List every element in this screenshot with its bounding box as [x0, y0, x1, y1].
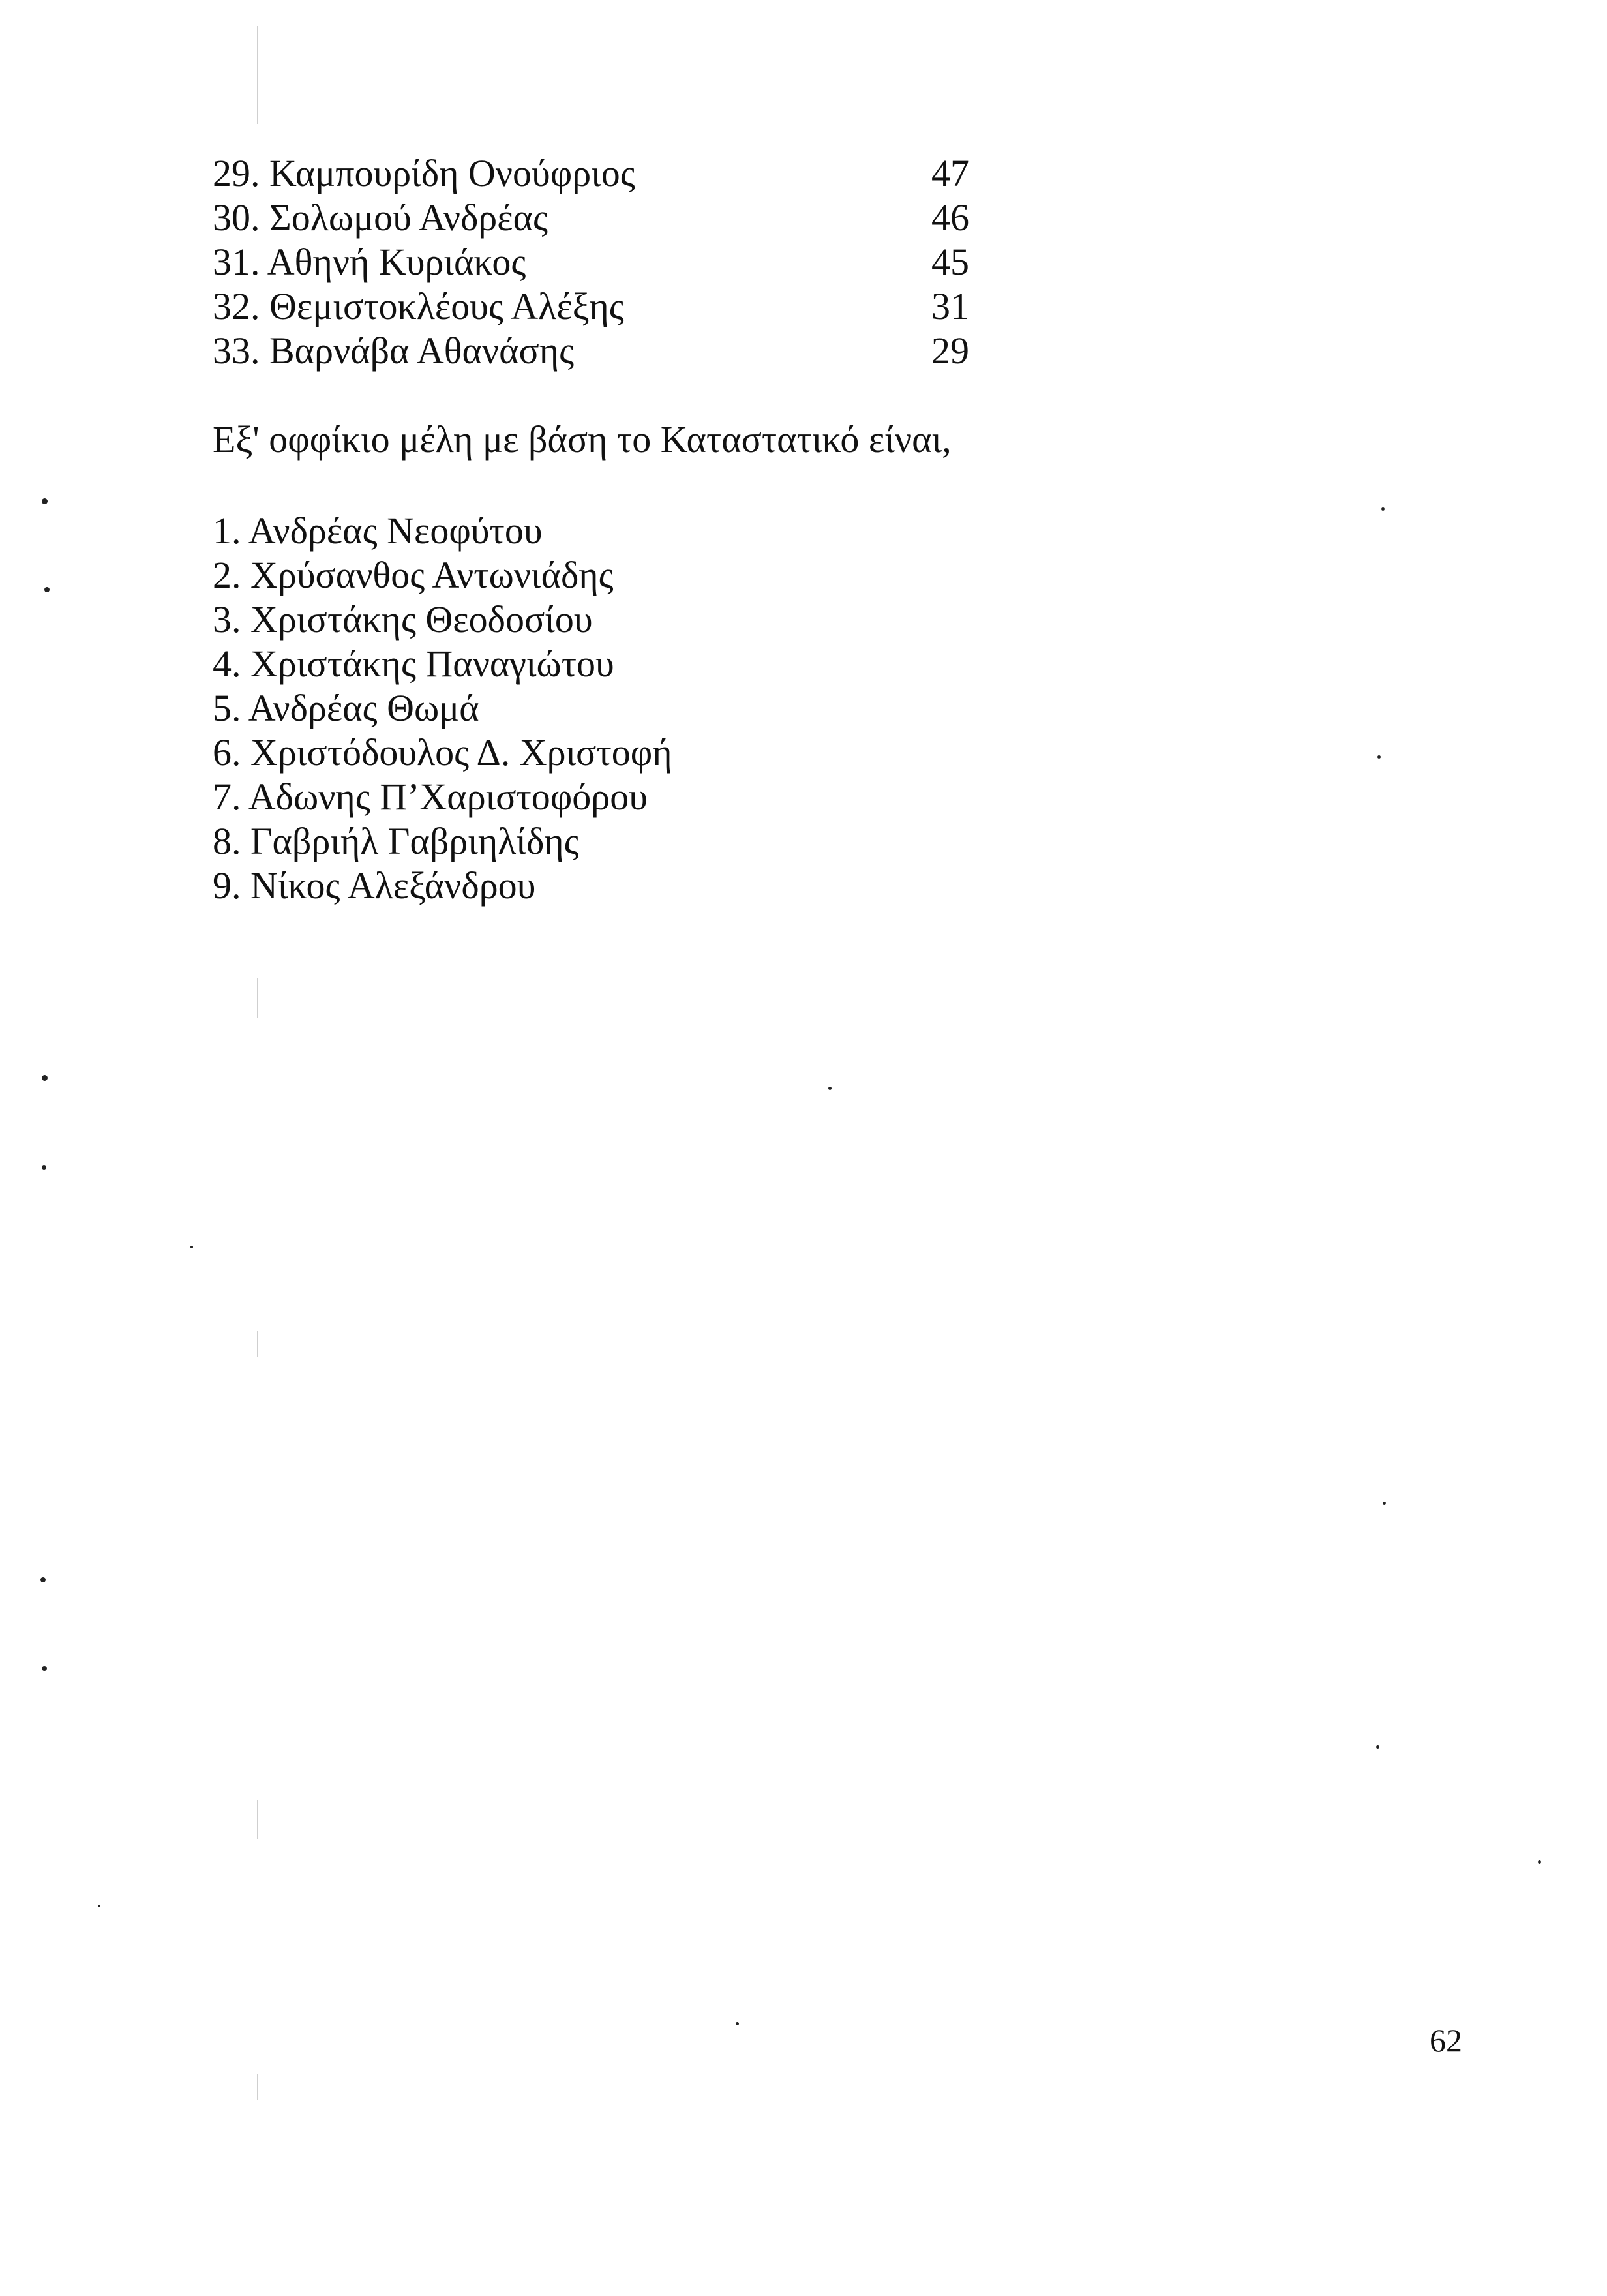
- result-row: [213, 151, 969, 196]
- result-row: [213, 329, 969, 373]
- result-row: [213, 284, 969, 329]
- member-item: 9. Νίκος Αλεξάνδρου: [213, 864, 536, 907]
- ex-officio-intro: Εξ' οφφίκιο μέλη με βάση το Καταστατικό είναι,: [213, 418, 952, 461]
- vote-count: 29: [931, 329, 969, 372]
- result-row: [213, 196, 969, 240]
- candidate-name: 33. Βαρνάβα Αθανάσης: [213, 329, 575, 372]
- scan-speck: [42, 1666, 47, 1671]
- member-item: 8. Γαβριήλ Γαβριηλίδης: [213, 820, 579, 862]
- vote-count: 47: [931, 152, 969, 194]
- member-item: 2. Χρύσανθος Αντωνιάδης: [213, 554, 614, 596]
- candidate-name: 30. Σολωμού Ανδρέας: [213, 196, 548, 239]
- ex-officio-members-list: [213, 509, 672, 908]
- scan-speck: [98, 1905, 100, 1907]
- scan-fold-line: [257, 26, 258, 124]
- page-number: 62: [1430, 2022, 1462, 2059]
- result-row: [213, 240, 969, 284]
- scan-speck: [40, 1577, 46, 1582]
- scan-speck: [42, 498, 48, 504]
- candidate-name: 29. Καμπουρίδη Ονούφριος: [213, 152, 635, 194]
- scan-speck: [42, 1075, 48, 1081]
- scan-speck: [190, 1246, 193, 1248]
- scan-speck: [42, 1165, 46, 1170]
- scan-speck: [828, 1087, 832, 1090]
- scan-speck: [1376, 1745, 1379, 1749]
- member-item: 1. Ανδρέας Νεοφύτου: [213, 509, 543, 552]
- member-item: 7. Αδωνης Π’Χαριστοφόρου: [213, 776, 648, 818]
- scan-speck: [1383, 1502, 1386, 1505]
- member-item: 4. Χριστάκης Παναγιώτου: [213, 642, 614, 685]
- candidate-name: 32. Θεμιστοκλέους Αλέξης: [213, 285, 624, 327]
- member-item: 3. Χριστάκης Θεοδοσίου: [213, 598, 593, 641]
- vote-results-list: [213, 151, 969, 373]
- candidate-name: 31. Αθηνή Κυριάκος: [213, 241, 526, 283]
- scan-fold-line: [257, 978, 258, 1018]
- vote-count: 31: [931, 285, 969, 327]
- scan-speck: [1381, 507, 1385, 511]
- scan-fold-line: [257, 2074, 258, 2100]
- scan-speck: [1538, 1860, 1541, 1864]
- scan-speck: [44, 587, 50, 592]
- vote-count: 45: [931, 241, 969, 283]
- member-item: 5. Ανδρέας Θωμά: [213, 687, 479, 729]
- scan-speck: [736, 2022, 739, 2025]
- scan-speck: [1377, 755, 1381, 759]
- member-item: 6. Χριστόδουλος Δ. Χριστοφή: [213, 731, 672, 774]
- scan-fold-line: [257, 1800, 258, 1839]
- scan-fold-line: [257, 1331, 258, 1357]
- vote-count: 46: [931, 196, 969, 239]
